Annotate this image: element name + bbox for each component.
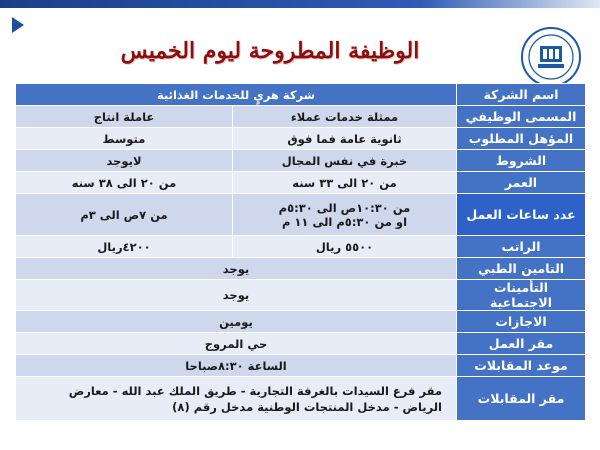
interview-place-line2: الرياض - مدخل المنتجات الوطنية مدخل رقم (٨): [172, 399, 442, 414]
page-title: الوظيفة المطروحة ليوم الخميس: [120, 38, 420, 64]
table-row: [16, 106, 586, 128]
row-label: موعد المقابلات: [457, 355, 586, 377]
interview-place-line1: مقر فرع السيدات بالغرفة التجارية - طريق الملك عبد الله - معارض: [68, 383, 442, 398]
workplace-value: حي المروج: [16, 333, 457, 355]
chamber-logo-icon: [520, 26, 582, 88]
row-label: عدد ساعات العمل: [457, 194, 586, 236]
row-label: التامين الطبي: [457, 258, 586, 280]
row-label: اسم الشركة: [457, 84, 586, 106]
row-label: العمر: [457, 172, 586, 194]
hours-1-line1: من ١٠:٣٠ص الى ٥:٣٠م: [278, 200, 411, 215]
conditions-1: خبرة في نفس المجال: [233, 150, 457, 172]
table-row: [16, 258, 586, 280]
row-label: الاجازات: [457, 311, 586, 333]
row-label: التأمينات الاجتماعية: [457, 280, 586, 311]
table-row: [16, 236, 586, 258]
row-label: الراتب: [457, 236, 586, 258]
hours-1: [233, 194, 457, 236]
qualification-1: ثانوية عامة فما فوق: [233, 128, 457, 150]
row-label: مقر المقابلات: [457, 377, 586, 421]
top-bar: [0, 0, 600, 8]
table-row: [16, 333, 586, 355]
table-row: [16, 377, 586, 421]
table-row: [16, 128, 586, 150]
age-1: من ٢٠ الى ٣٣ سنه: [233, 172, 457, 194]
qualification-2: متوسط: [16, 128, 233, 150]
row-label: المؤهل المطلوب: [457, 128, 586, 150]
row-label: الشروط: [457, 150, 586, 172]
medical-value: يوجد: [16, 258, 457, 280]
table-row: [16, 172, 586, 194]
job-title-1: ممثلة خدمات عملاء: [233, 106, 457, 128]
hours-1-line2: او من ٥:٣٠م الى ١١ م: [281, 214, 408, 229]
hours-2: من ٧ص الى ٣م: [16, 194, 233, 236]
table-row: [16, 84, 586, 106]
row-label: المسمى الوظيفي: [457, 106, 586, 128]
social-value: يوجد: [16, 280, 457, 311]
company-value: شركة هريٍ للخدمات الغذائية: [16, 84, 457, 106]
interview-place-value: [16, 377, 457, 421]
job-table: [15, 83, 586, 421]
conditions-2: لايوجد: [16, 150, 233, 172]
salary-1: ٥٥٠٠ ريال: [233, 236, 457, 258]
vacations-value: يومين: [16, 311, 457, 333]
row-label: مقر العمل: [457, 333, 586, 355]
table-row: [16, 355, 586, 377]
interview-time-value: الساعة ٨:٣٠صباحا: [16, 355, 457, 377]
salary-2: ٤٢٠٠ريال: [16, 236, 233, 258]
job-title-2: عاملة انتاج: [16, 106, 233, 128]
table-row: [16, 194, 586, 236]
table-row: [16, 150, 586, 172]
arrow-right-icon: [12, 17, 24, 33]
table-row: [16, 311, 586, 333]
age-2: من ٢٠ الى ٣٨ سنه: [16, 172, 233, 194]
table-row: [16, 280, 586, 311]
